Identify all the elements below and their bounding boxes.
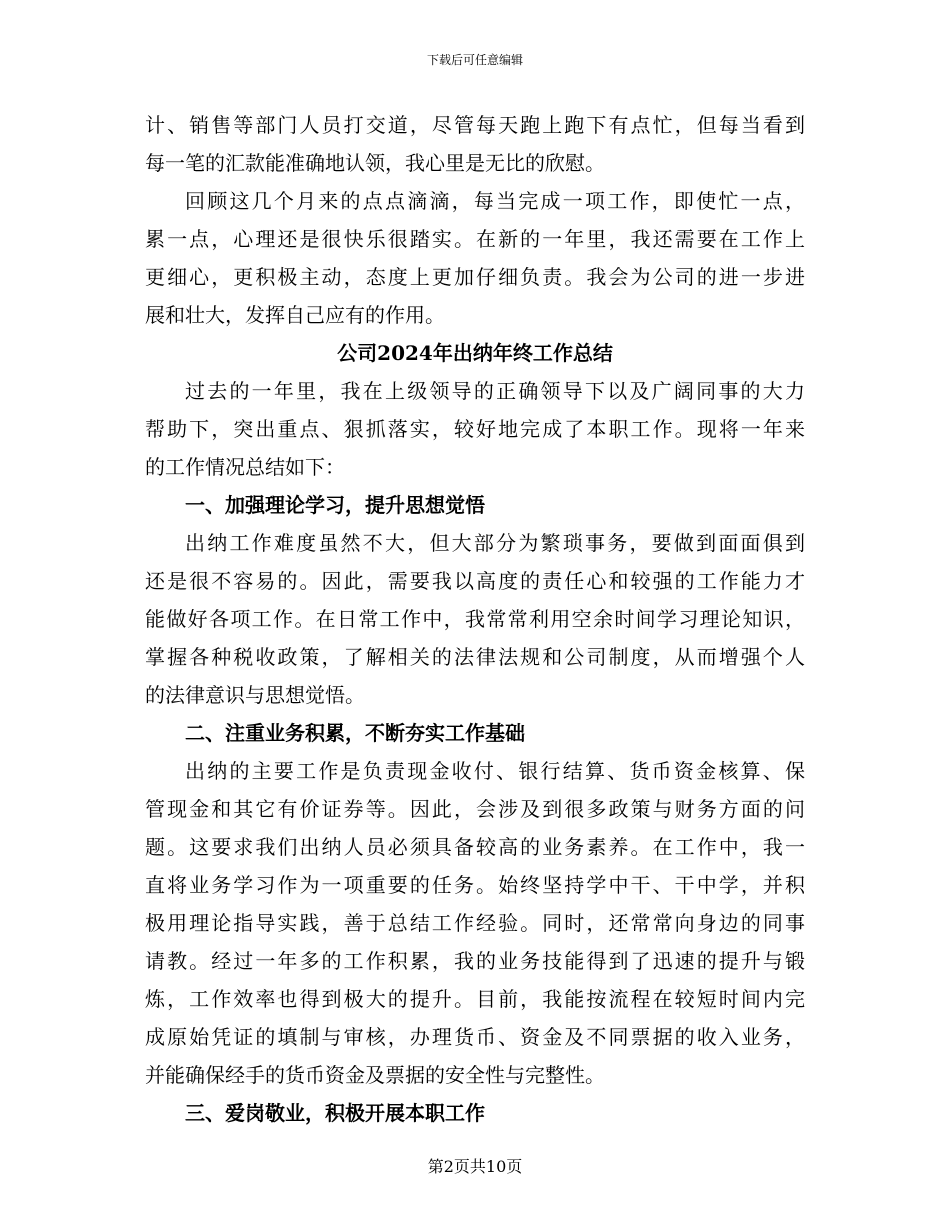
paragraph-line: 极用理论指导实践，善于总结工作经验。同时，还常常向身边的同事 <box>145 911 805 935</box>
page-header: 下载后可任意编辑 <box>426 53 523 67</box>
paragraph-line: 的法律意识与思想觉悟。 <box>145 683 365 707</box>
section-heading-3: 三、爱岗敬业，积极开展本职工作 <box>185 1101 485 1125</box>
paragraph-line: 请教。经过一年多的工作积累，我的业务技能得到了迅速的提升与锻 <box>145 949 805 973</box>
paragraph-line: 计、销售等部门人员打交道，尽管每天跑上跑下有点忙，但每当看到 <box>145 113 805 137</box>
page-footer: 第2页共10页 <box>427 1157 523 1176</box>
paragraph-line: 直将业务学习作为一项重要的任务。始终坚持学中干、干中学，并积 <box>145 873 805 897</box>
document-body <box>145 106 805 1132</box>
paragraph-line: 出纳工作难度虽然不大，但大部分为繁琐事务，要做到面面俱到 <box>185 531 805 555</box>
paragraph-line: 掌握各种税收政策，了解相关的法律法规和公司制度，从而增强个人 <box>145 645 805 669</box>
paragraph-line: 累一点，心理还是很快乐很踏实。在新的一年里，我还需要在工作上 <box>145 227 805 251</box>
paragraph-line: 题。这要求我们出纳人员必须具备较高的业务素养。在工作中，我一 <box>145 835 805 859</box>
paragraph-line: 帮助下，突出重点、狠抓落实，较好地完成了本职工作。现将一年来 <box>145 417 805 441</box>
paragraph-line: 的工作情况总结如下： <box>145 455 345 479</box>
section-heading-1: 一、加强理论学习，提升思想觉悟 <box>185 493 485 517</box>
paragraph-line: 回顾这几个月来的点点滴滴，每当完成一项工作，即使忙一点， <box>185 189 805 213</box>
paragraph-line: 管现金和其它有价证券等。因此，会涉及到很多政策与财务方面的问 <box>145 797 805 821</box>
document-title: 公司2024年出纳年终工作总结 <box>337 341 613 365</box>
paragraph-line: 展和壮大，发挥自己应有的作用。 <box>145 303 445 327</box>
paragraph-line: 每一笔的汇款能准确地认领，我心里是无比的欣慰。 <box>145 151 605 175</box>
paragraph-line: 更细心，更积极主动，态度上更加仔细负责。我会为公司的进一步进 <box>145 265 805 289</box>
paragraph-line: 炼，工作效率也得到极大的提升。目前，我能按流程在较短时间内完 <box>145 987 805 1011</box>
paragraph-line: 能做好各项工作。在日常工作中，我常常利用空余时间学习理论知识， <box>145 607 805 631</box>
paragraph-line: 过去的一年里，我在上级领导的正确领导下以及广阔同事的大力 <box>185 379 805 403</box>
paragraph-line: 出纳的主要工作是负责现金收付、银行结算、货币资金核算、保 <box>185 759 805 783</box>
paragraph-line: 成原始凭证的填制与审核，办理货币、资金及不同票据的收入业务， <box>145 1025 805 1049</box>
paragraph-line: 并能确保经手的货币资金及票据的安全性与完整性。 <box>145 1063 605 1087</box>
paragraph-line: 还是很不容易的。因此，需要我以高度的责任心和较强的工作能力才 <box>145 569 805 593</box>
section-heading-2: 二、注重业务积累，不断夯实工作基础 <box>185 721 525 745</box>
